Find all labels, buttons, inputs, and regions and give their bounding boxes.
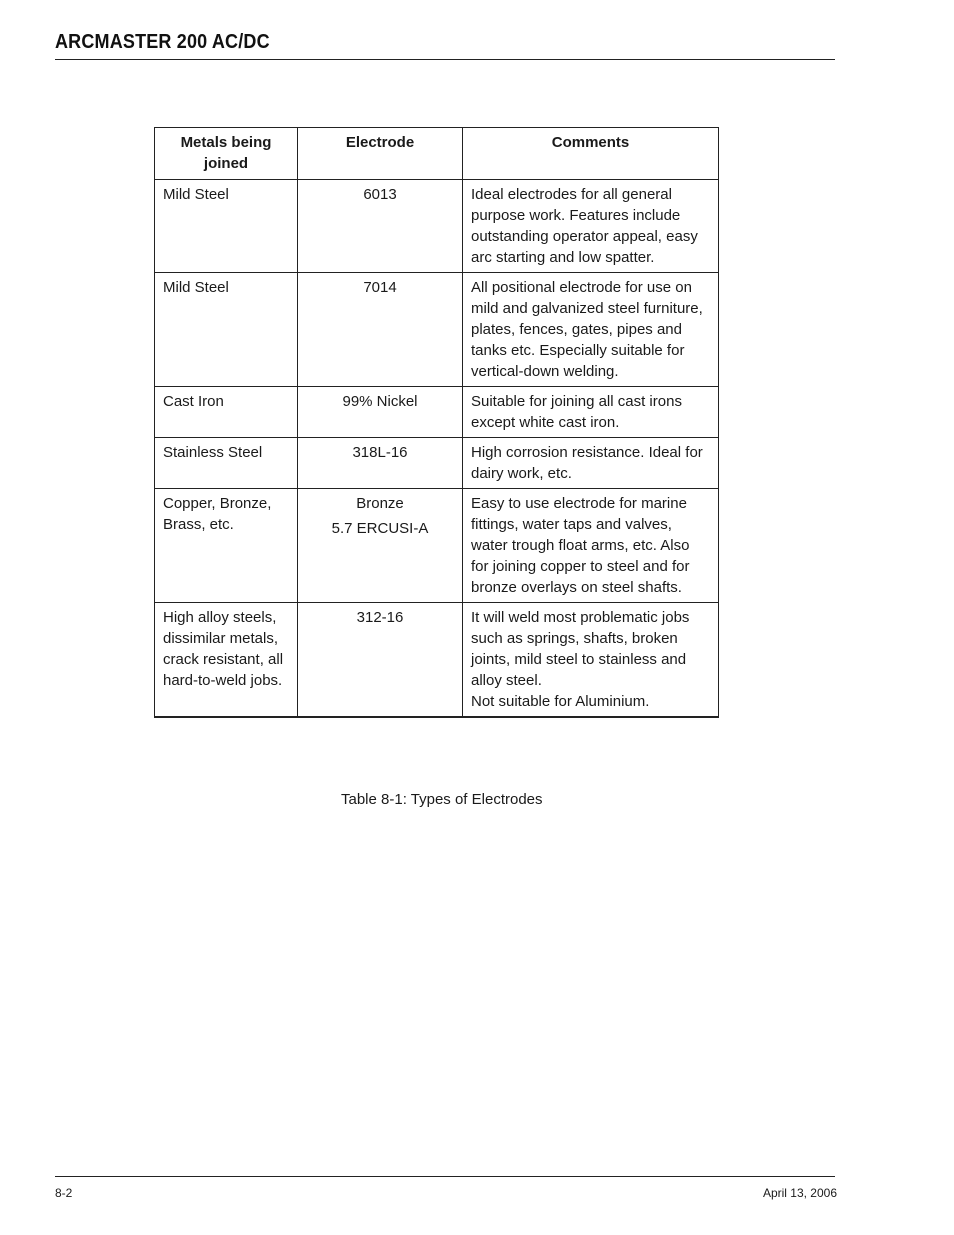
electrode-value: 7014	[363, 279, 397, 296]
table-row	[155, 489, 719, 603]
header-rule	[55, 59, 835, 60]
metal-cell: Copper, Bronze, Brass, etc.	[155, 489, 298, 603]
metal-cell: Cast Iron	[155, 387, 298, 438]
electrode-value: 318L-16	[352, 444, 408, 461]
metal-cell: Mild Steel	[155, 180, 298, 273]
header-comments: Comments	[463, 128, 719, 180]
metal-cell: High alloy steels, dissimilar metals, crack resistant, all hard-to-weld jobs.	[155, 603, 298, 718]
document-title: ARCMASTER 200 AC/DC	[55, 31, 270, 53]
comments-cell	[463, 603, 719, 718]
comment-text: All positional electrode for use on mild and galvanized steel furniture, plates, fences, gates, pipes and tanks etc. Especially suitable for vertical-down welding.	[471, 279, 703, 380]
header-electrode: Electrode	[298, 128, 463, 180]
comment-text: Easy to use electrode for marine fittings, water taps and valves, water trough float arms, etc. Also for joining copper to steel and for bronze overlays on steel shafts.	[471, 495, 690, 596]
electrode-value: 99% Nickel	[342, 393, 418, 410]
table-row	[155, 603, 719, 718]
electrode-cell	[298, 438, 463, 489]
comments-cell	[463, 438, 719, 489]
electrode-cell	[298, 489, 463, 603]
footer-rule	[55, 1176, 835, 1177]
table-row	[155, 438, 719, 489]
comments-cell	[463, 387, 719, 438]
electrode-cell	[298, 603, 463, 718]
electrodes-table	[154, 127, 719, 718]
comments-cell	[463, 489, 719, 603]
page-number: 8-2	[55, 1186, 73, 1200]
comment-text: Suitable for joining all cast irons except white cast iron.	[471, 393, 682, 431]
table-header-row	[155, 128, 719, 180]
electrode-value: Bronze	[356, 495, 404, 512]
comment-text: It will weld most problematic jobs such as springs, shafts, broken joints, mild steel to stainless and alloy steel.	[471, 609, 690, 689]
comment-text: Ideal electrodes for all general purpose work. Features include outstanding operator appeal, easy arc starting and low spatter.	[471, 186, 698, 266]
electrode-cell	[298, 180, 463, 273]
metal-cell: Mild Steel	[155, 273, 298, 387]
table-row	[155, 387, 719, 438]
electrode-value: 5.7 ERCUSI-A	[331, 520, 429, 537]
footer-date: April 13, 2006	[762, 1186, 837, 1200]
table-row	[155, 180, 719, 273]
header-metals: Metals being joined	[155, 128, 298, 180]
comment-text: High corrosion resistance. Ideal for dairy work, etc.	[471, 444, 703, 482]
metal-cell: Stainless Steel	[155, 438, 298, 489]
electrode-value: 312-16	[356, 609, 404, 626]
electrode-cell	[298, 273, 463, 387]
table-caption: Table 8-1: Types of Electrodes	[341, 791, 543, 808]
electrode-cell	[298, 387, 463, 438]
electrode-value: 6013	[363, 186, 397, 203]
comments-cell	[463, 180, 719, 273]
comment-text: Not suitable for Aluminium.	[471, 693, 650, 710]
table-row	[155, 273, 719, 387]
comments-cell	[463, 273, 719, 387]
